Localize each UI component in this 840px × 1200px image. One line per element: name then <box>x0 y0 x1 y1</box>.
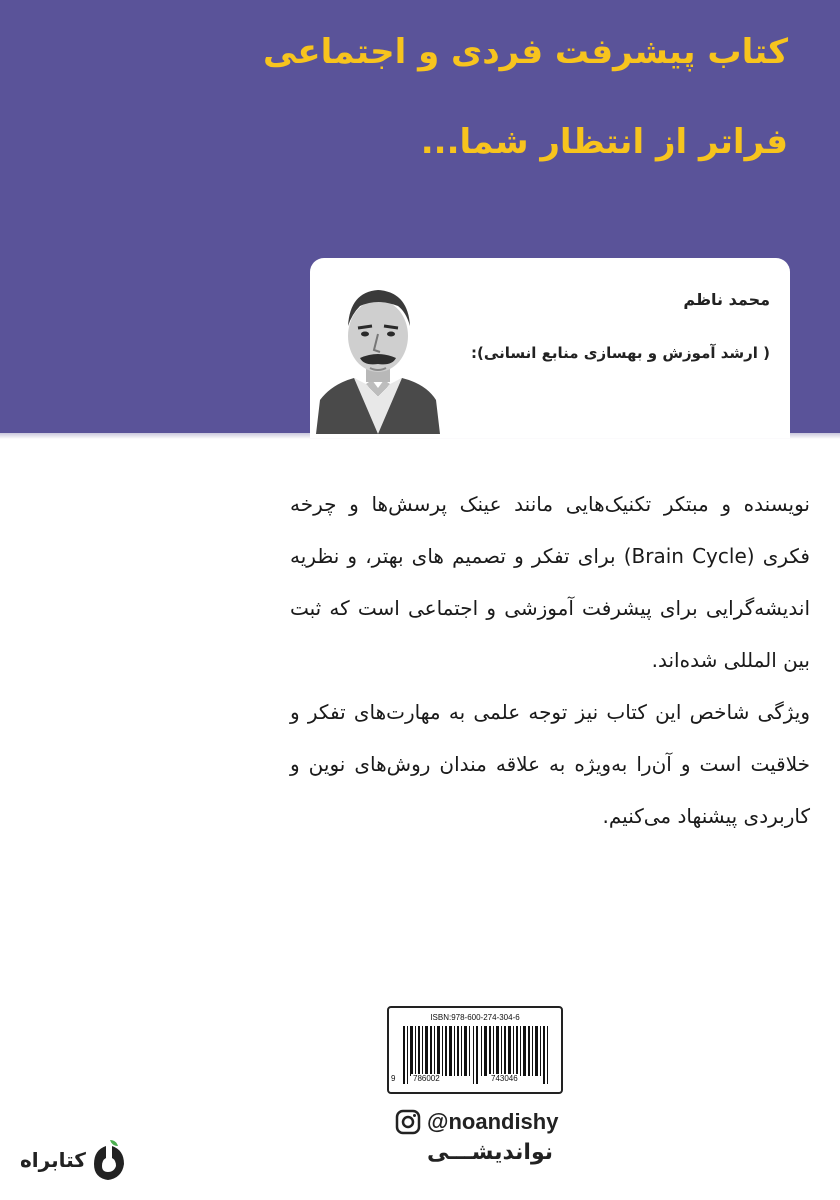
barcode-right-digits: 743046 <box>491 1074 518 1083</box>
ketabrah-logo-icon <box>92 1138 126 1182</box>
book-description <box>290 478 810 842</box>
isbn-label: ISBN:978-600-274-304-6 <box>430 1013 520 1022</box>
description-paragraph: ویژگی شاخص این کتاب نیز توجه علمی به مهارت‌های تفکر و خلاقیت است و آن‌را به‌ویژه به علاقه مندان روش‌های نوین و کاربردی پیشنهاد می‌کنیم. <box>290 700 810 828</box>
author-portrait <box>314 272 442 434</box>
publisher-name: نواندیشـــی <box>426 1140 554 1165</box>
cover-subheadline: فراتر از انتظار شما... <box>420 122 788 162</box>
instagram-handle <box>395 1106 558 1138</box>
store-logo <box>20 1138 126 1182</box>
barcode-left-digits: 786002 <box>413 1074 440 1083</box>
author-card <box>310 258 790 438</box>
instagram-icon <box>395 1109 421 1135</box>
isbn-barcode <box>387 1006 563 1094</box>
author-name: محمد ناظم <box>683 290 770 309</box>
description-paragraph: نویسنده و مبتکر تکنیک‌هایی مانند عینک پرسش‌ها و چرخه فکری (Brain Cycle) برای تفکر و تصمیم های بهتر، و نظریه اندیشه‌گرایی برای پیشرفت آموزشی و اجتماعی است که ثبت بین المللی شده‌اند. <box>290 492 810 672</box>
cover-headline: کتاب پیشرفت فردی و اجتماعی <box>263 32 788 72</box>
store-name: کتابراه <box>20 1148 86 1172</box>
barcode-lead-digit: 9 <box>391 1074 396 1083</box>
author-title: ( ارشد آموزش و بهسازی منابع انسانی): <box>471 344 770 362</box>
social-handle-text: @noandishy <box>427 1109 559 1134</box>
